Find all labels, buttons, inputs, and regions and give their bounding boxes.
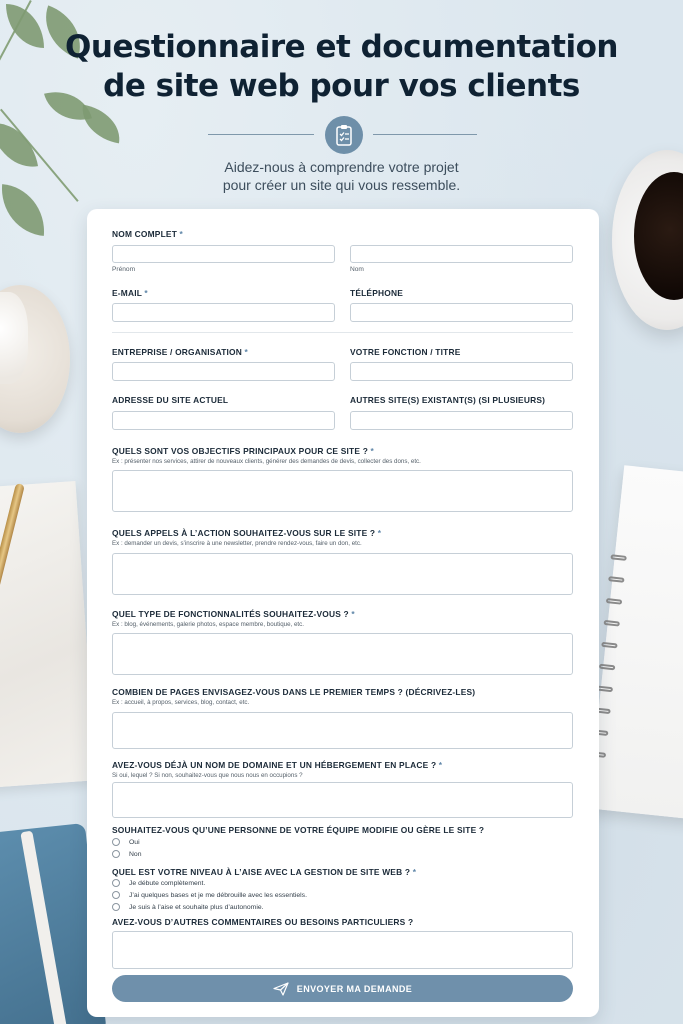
- form-card: [87, 209, 599, 1017]
- radio-option-label: J’ai quelques bases et je me débrouille avec les essentiels.: [129, 891, 307, 899]
- radio-option-label: Je suis à l’aise et souhaite plus d’autonomie.: [129, 903, 264, 911]
- radio-option[interactable]: [112, 903, 264, 911]
- phone-input[interactable]: [350, 303, 573, 322]
- submit-label: ENVOYER MA DEMANDE: [296, 983, 413, 994]
- features-hint: Ex : blog, événements, galerie photos, espace membre, boutique, etc.: [112, 621, 304, 628]
- radio-button[interactable]: [112, 879, 120, 887]
- radio-button[interactable]: [112, 838, 120, 846]
- title-line-1: Questionnaire et documentation: [65, 29, 618, 65]
- badge: [325, 116, 363, 154]
- submit-button[interactable]: [112, 975, 573, 1002]
- pages-hint: Ex : accueil, à propos, services, blog, contact, etc.: [112, 699, 250, 706]
- features-label: QUEL TYPE DE FONCTIONNALITÉS SOUHAITEZ-VOUS ? *: [112, 609, 355, 619]
- last-name-sublabel: Nom: [350, 266, 364, 273]
- title-line-2: de site web pour vos clients: [103, 68, 580, 104]
- email-label: E-MAIL *: [112, 288, 148, 298]
- radio-button[interactable]: [112, 850, 120, 858]
- objectives-label: QUELS SONT VOS OBJECTIFS PRINCIPAUX POUR CE SITE ? *: [112, 446, 375, 456]
- company-input[interactable]: [112, 362, 335, 381]
- radio-button[interactable]: [112, 903, 120, 911]
- other-sites-input[interactable]: [350, 411, 573, 430]
- radio-option[interactable]: [112, 838, 140, 846]
- clipboard-icon: [334, 124, 354, 146]
- current-site-label: ADRESSE DU SITE ACTUEL: [112, 395, 229, 405]
- cta-label: QUELS APPELS À L’ACTION SOUHAITEZ-VOUS SUR LE SITE ? *: [112, 528, 382, 538]
- comments-textarea[interactable]: [112, 931, 573, 969]
- domain-textarea[interactable]: [112, 782, 573, 818]
- full-name-label: NOM COMPLET *: [112, 229, 184, 239]
- domain-hint: Si oui, lequel ? Si non, souhaitez-vous que nous nous en occupions ?: [112, 772, 303, 779]
- objectives-hint: Ex : présenter nos services, attirer de nouveaux clients, générer des demandes de devis, collecter des dons, etc.: [112, 458, 421, 465]
- radio-option[interactable]: [112, 879, 205, 887]
- email-input[interactable]: [112, 303, 335, 322]
- current-site-input[interactable]: [112, 411, 335, 430]
- team-edit-label: SOUHAITEZ-VOUS QU’UNE PERSONNE DE VOTRE ÉQUIPE MODIFIE OU GÈRE LE SITE ?: [112, 825, 485, 835]
- first-name-input[interactable]: [112, 245, 335, 263]
- objectives-textarea[interactable]: [112, 470, 573, 512]
- pages-textarea[interactable]: [112, 712, 573, 749]
- radio-button[interactable]: [112, 891, 120, 899]
- phone-label: TÉLÉPHONE: [350, 288, 403, 298]
- last-name-input[interactable]: [350, 245, 573, 263]
- company-label: ENTREPRISE / ORGANISATION *: [112, 347, 249, 357]
- divider-left: [208, 134, 314, 135]
- cta-hint: Ex : demander un devis, s’inscrire à une newsletter, prendre rendez-vous, faire un don, etc.: [112, 540, 362, 547]
- other-sites-label: AUTRES SITE(S) EXISTANT(S) (SI PLUSIEURS): [350, 395, 546, 405]
- radio-option-label: Non: [129, 850, 142, 858]
- radio-option-label: Je débute complètement.: [129, 879, 206, 887]
- radio-option[interactable]: [112, 850, 141, 858]
- features-textarea[interactable]: [112, 633, 573, 675]
- role-input[interactable]: [350, 362, 573, 381]
- comments-label: AVEZ-VOUS D’AUTRES COMMENTAIRES OU BESOINS PARTICULIERS ?: [112, 917, 414, 927]
- radio-option[interactable]: [112, 891, 307, 899]
- pages-label: COMBIEN DE PAGES ENVISAGEZ-VOUS DANS LE PREMIER TEMPS ? (DÉCRIVEZ-LES): [112, 687, 476, 697]
- subtitle-line-1: Aidez-nous à comprendre votre projet: [224, 159, 459, 175]
- radio-option-label: Oui: [129, 838, 140, 846]
- divider-right: [373, 134, 477, 135]
- subtitle: [0, 158, 683, 194]
- comfort-label: QUEL EST VOTRE NIVEAU À L’AISE AVEC LA GESTION DE SITE WEB ? *: [112, 867, 417, 877]
- cta-textarea[interactable]: [112, 553, 573, 595]
- domain-label: AVEZ-VOUS DÉJÀ UN NOM DE DOMAINE ET UN HÉBERGEMENT EN PLACE ? *: [112, 760, 443, 770]
- section-divider: [112, 332, 573, 333]
- paper-plane-icon: [273, 982, 289, 996]
- role-label: VOTRE FONCTION / TITRE: [350, 347, 461, 357]
- page-title: [0, 28, 683, 106]
- subtitle-line-2: pour créer un site qui vous ressemble.: [222, 177, 461, 193]
- first-name-sublabel: Prénom: [112, 266, 136, 273]
